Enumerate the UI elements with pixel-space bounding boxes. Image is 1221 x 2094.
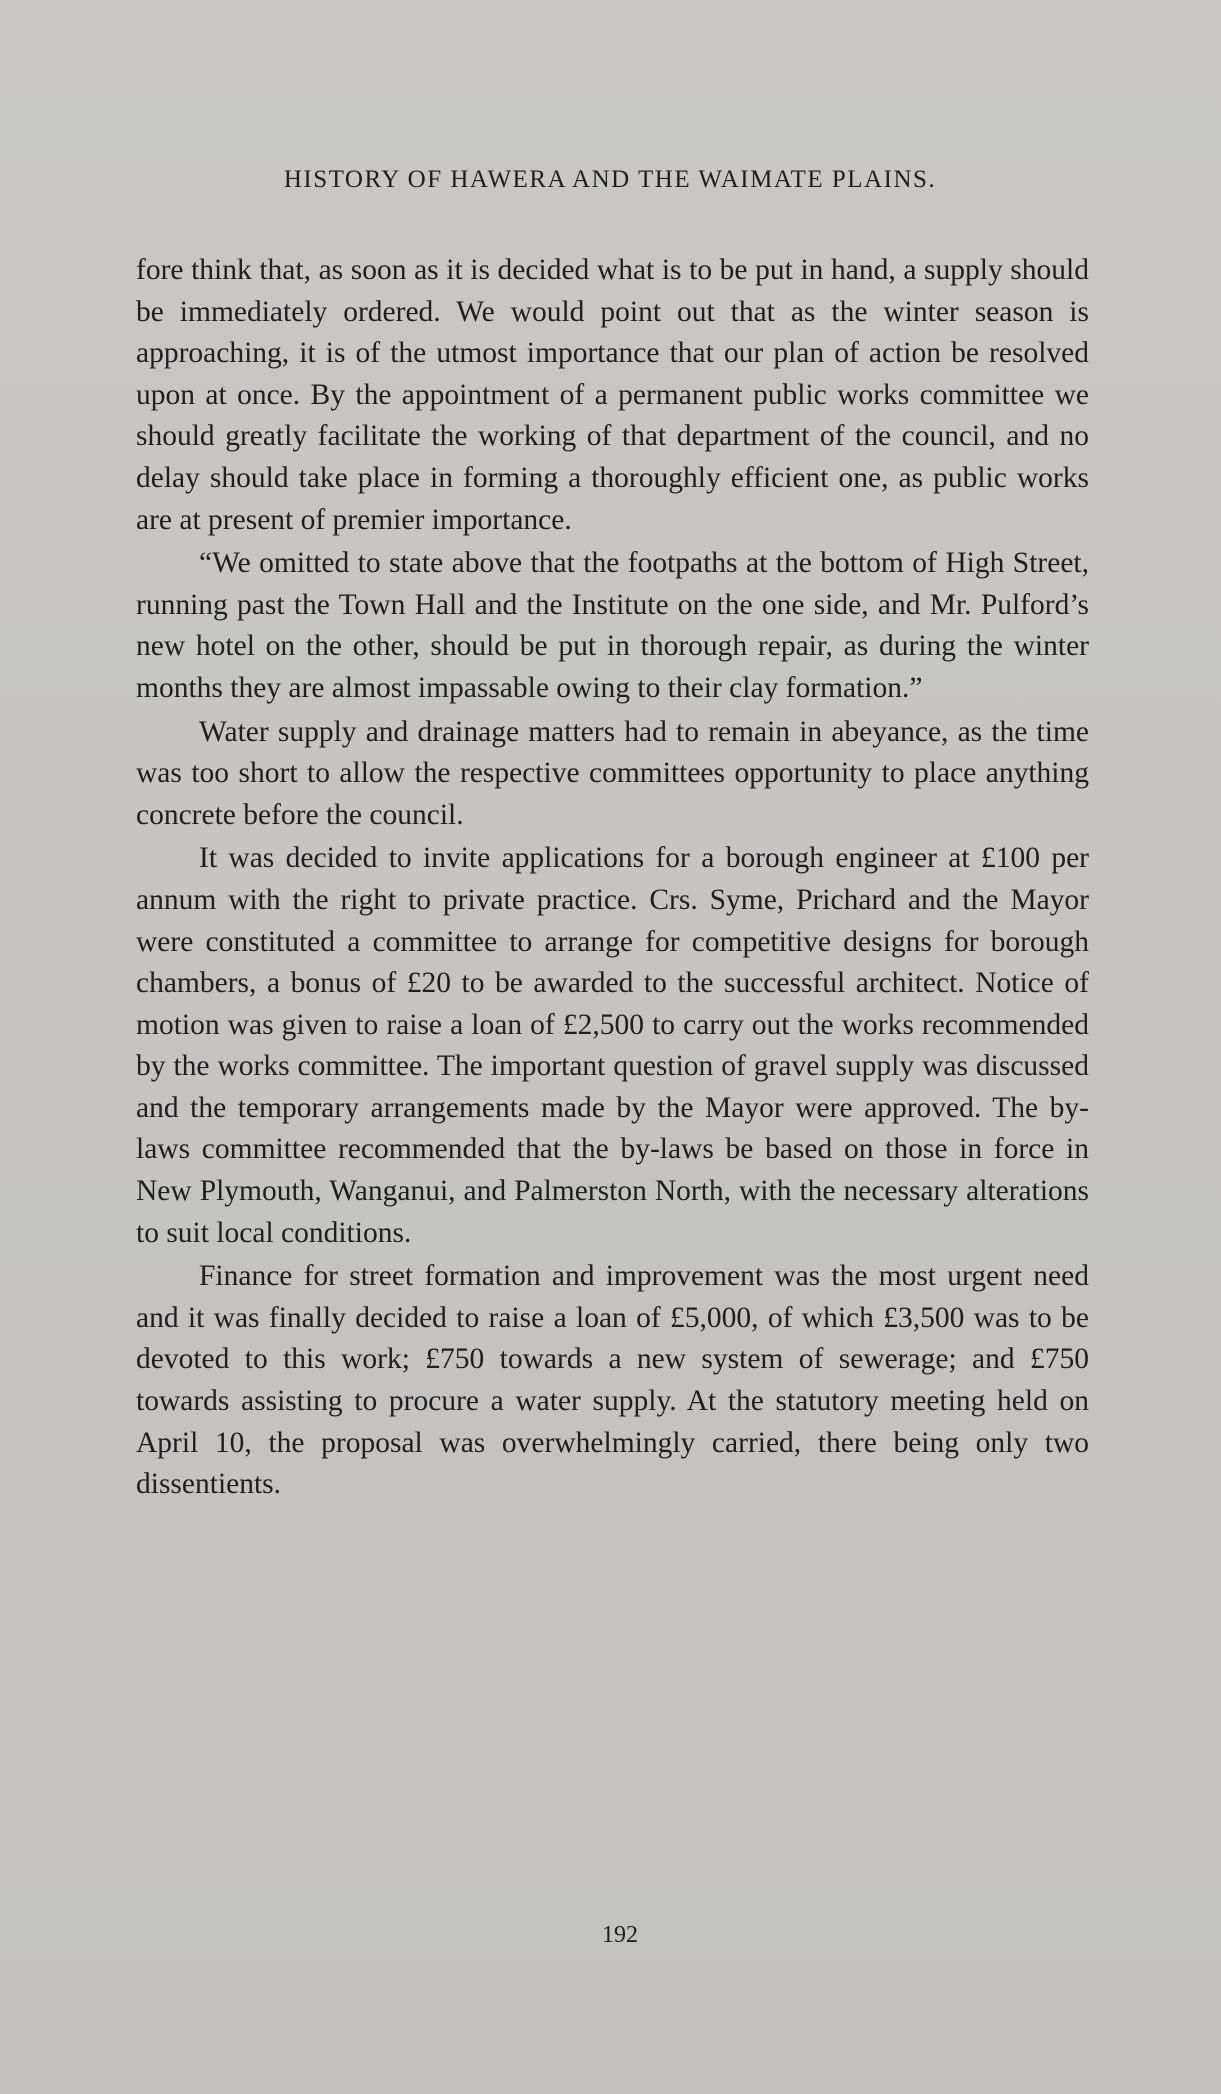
body-text — [136, 250, 1089, 1508]
running-title: HISTORY OF HAWERA AND THE WAIMATE PLAINS. — [283, 166, 937, 193]
paragraph-continuation: fore think that, as soon as it is decided what is to be put in hand, a supply should be immediately ordered. We would point out that as the winter season is approaching, it is of the utmost importance that our plan of action be resolved upon at once. By the appointment of a permanent public works committee we should greatly facilitate the working of that department of the council, and no delay should take place in forming a thoroughly efficient one, as public works are at present of premier importance. — [136, 254, 1089, 536]
paragraph-finance-loan: Finance for street formation and improvement was the most urgent need and it was finally decided to raise a loan of £5,000, of which £3,500 was to be devoted to this work; £750 towards a new system of sewerage; and £750 towards assisting to procure a water supply. At the statutory meeting held on April 10, the proposal was overwhelmingly carried, there being only two dissentients. — [136, 1260, 1089, 1501]
page-number: 192 — [602, 1922, 638, 1948]
paragraph-borough-engineer: It was decided to invite applications for a borough engineer at £100 per annum with the right to private practice. Crs. Syme, Prichard and the Mayor were constituted a committee to arrange for competitive designs for borough chambers, a bonus of £20 to be awarded to the successful architect. Notice of motion was given to raise a loan of £2,500 to carry out the works recommended by the works committee. The important question of gravel supply was discussed and the temporary arrangements made by the Mayor were approved. The by-laws committee recommended that the by-laws be based on those in force in New Plymouth, Wanganui, and Palmerston North, with the necessary alterations to suit local conditions. — [136, 842, 1089, 1249]
paragraph-water-supply: Water supply and drainage matters had to remain in abeyance, as the time was too short to allow the respective committees opportunity to place anything concrete before the council. — [136, 715, 1089, 831]
paragraph-quoted-footpaths: “We omitted to state above that the footpaths at the bottom of High Street, running past the Town Hall and the Institute on the one side, and Mr. Pulford’s new hotel on the other, should be put in thorough repair, as during the winter months they are almost impassable owing to their clay formation.” — [136, 547, 1089, 704]
